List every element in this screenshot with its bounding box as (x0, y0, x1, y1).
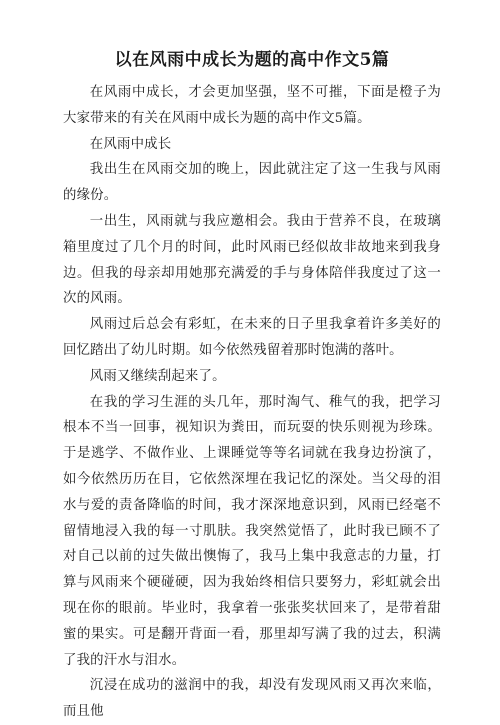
paragraph: 沉浸在成功的滋润中的我，却没有发现风雨又再次来临，而且他 (63, 678, 441, 720)
paragraph: 风雨又继续刮起来了。 (89, 368, 226, 384)
paragraph-intro: 在风雨中成长，才会更加坚强，坚不可摧，下面是橙子为大家带来的有关在风雨中成长为题的高中作文5篇。 (63, 85, 441, 126)
paragraph: 一出生，风雨就与我应邀相会。我由于营养不良，在玻璃箱里度过了几个月的时间，此时风雨已经似故非故地来到我身边。但我的母亲却用她那充满爱的手与身体陪伴我度过了这一次的风雨。 (63, 213, 441, 307)
document-title: 以在风雨中成长为题的高中作文5篇 (114, 50, 390, 70)
document-page (63, 48, 441, 725)
paragraph: 在我的学习生涯的头几年，那时淘气、稚气的我，把学习根本不当一回事，视知识为粪田，而玩耍的快乐则视为珍珠。于是逃学、不做作业、上课睡觉等等名词就在我身边扮演了，如今依然历历在目，它依然深埋在我记忆的深处。当父母的泪水与爱的责备降临的时间，我才深深地意识到，风雨已经毫不留情地浸入我的每一寸肌肤。我突然觉悟了，此时我已顾不了对自己以前的过失做出懊悔了，我马上集中我意志的力量，打算与风雨来个硬碰硬，因为我始终相信只要努力，彩虹就会出现在你的眼前。毕业时，我拿着一张张奖状回来了，是带着甜蜜的果实。可是翻开背面一看，那里却写满了我的过去，积满了我的汗水与泪水。 (63, 394, 441, 668)
paragraph-subtitle: 在风雨中成长 (89, 136, 172, 152)
paragraph: 我出生在风雨交加的晚上，因此就注定了这一生我与风雨的缘份。 (63, 162, 441, 204)
paragraph: 风雨过后总会有彩虹，在未来的日子里我拿着许多美好的回忆踏出了幼儿时期。如今依然残留着那时饱满的落叶。 (63, 317, 441, 358)
